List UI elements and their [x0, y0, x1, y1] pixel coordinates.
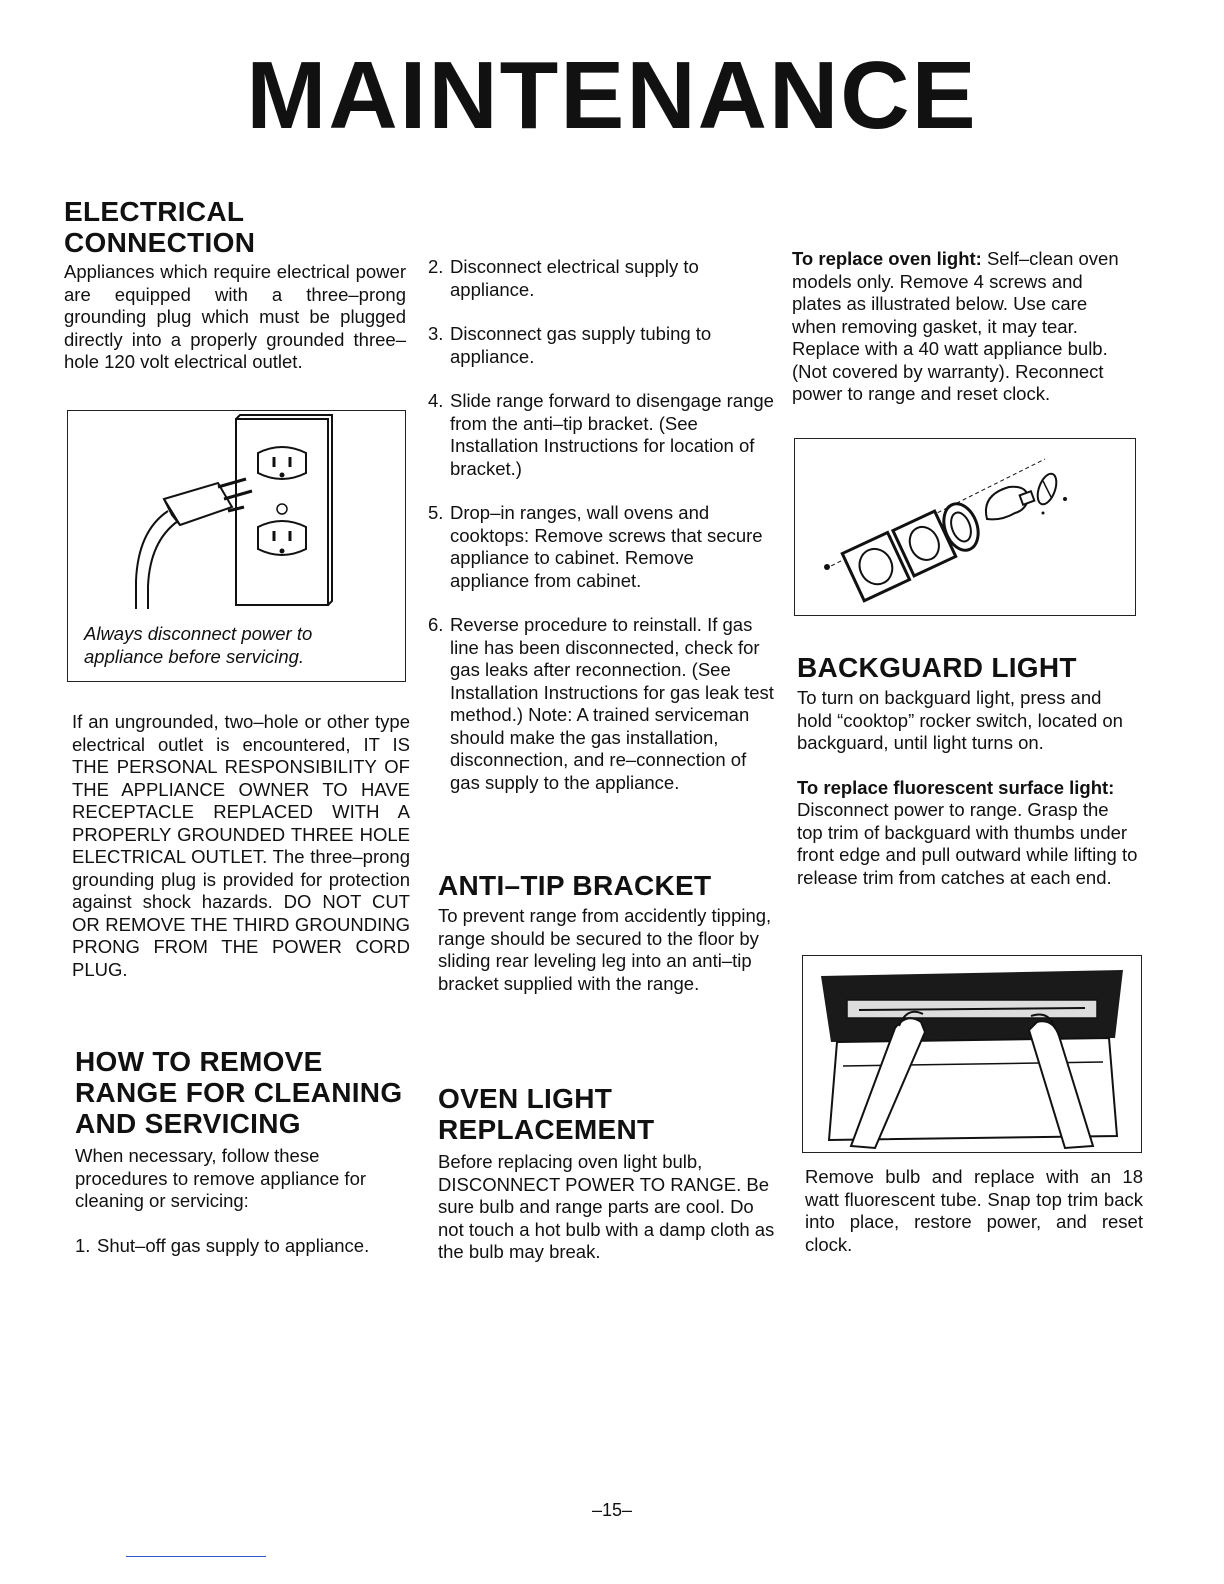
- step-text: Disconnect electrical supply to appliance.: [450, 256, 699, 300]
- page-number: –15–: [591, 1500, 633, 1520]
- fluor-paragraph: [797, 777, 1139, 890]
- remove-heading: HOW TO REMOVE RANGE FOR CLEANING AND SERVICING: [75, 1046, 403, 1139]
- ovenlight-replace-block: [792, 248, 1136, 406]
- remove-step: [428, 256, 774, 301]
- remove-steps-part2: [428, 256, 774, 794]
- remove-step: [428, 502, 774, 592]
- electrical-intro: Appliances which require electrical power are equipped with a three–prong grounding plug which must be plugged directly into a properly grounded three–hole 120 volt electrical outlet.: [64, 261, 406, 372]
- remove-step: [75, 1235, 417, 1258]
- remove-intro: When necessary, follow these procedures to remove appliance for cleaning or servicing:: [75, 1145, 367, 1211]
- remove-section: [75, 1046, 417, 1257]
- electrical-warning-block: [72, 711, 410, 981]
- step-text: Slide range forward to disengage range from the anti–tip bracket. (See Installation Instructions for location of bracket.): [450, 390, 774, 479]
- step-text: Disconnect gas supply tubing to appliance.: [450, 323, 712, 367]
- backguard-section: [797, 652, 1139, 889]
- step-text: Drop–in ranges, wall ovens and cooktops: Remove screws that secure appliance to cabinet. Remove appliance from cabinet.: [450, 502, 763, 591]
- electrical-section: [64, 196, 406, 374]
- oven-light-illustration: [795, 439, 1135, 615]
- oven-light-figure: [794, 438, 1136, 616]
- step-number: 2.: [428, 256, 444, 277]
- ovenlight-replace-paragraph: [792, 248, 1136, 406]
- ovenlight-heading: OVEN LIGHT REPLACEMENT: [438, 1083, 655, 1145]
- outlet-figure: [67, 410, 406, 682]
- step-number: 5.: [428, 502, 444, 523]
- bottom-rule: [126, 1556, 266, 1557]
- step-number: 6.: [428, 614, 444, 635]
- remove-step: [428, 390, 774, 480]
- fluor-label: To replace fluorescent surface light:: [797, 776, 1115, 798]
- ovenlight-replace-label: To replace oven light:: [792, 248, 982, 269]
- fluor-text: Disconnect power to range. Grasp the top trim of backguard with thumbs under front edge and pull outward while lifting to release trim from catches at each end.: [797, 799, 1138, 888]
- backguard-heading: BACKGUARD LIGHT: [797, 652, 1077, 683]
- antitip-text: To prevent range from accidently tipping, range should be secured to the floor by sliding rear leveling leg into an anti–tip bracket supplied with the range.: [438, 905, 772, 994]
- antitip-section: [438, 870, 778, 995]
- antitip-heading: ANTI–TIP BRACKET: [438, 870, 712, 901]
- plug-outlet-illustration: [68, 411, 405, 611]
- electrical-heading: ELECTRICAL CONNECTION: [64, 196, 256, 258]
- step-number: 3.: [428, 323, 444, 344]
- remove-step: [428, 323, 774, 368]
- backguard-after-figure: [805, 1166, 1143, 1256]
- step-number: 1.: [75, 1234, 91, 1256]
- ovenlight-section: [438, 1083, 780, 1264]
- remove-steps-continued: [428, 256, 774, 794]
- electrical-warning: If an ungrounded, two–hole or other type electrical outlet is encountered, IT IS THE PERSONAL RESPONSIBILITY OF THE APPLIANCE OWNER TO HAVE RECEPTACLE REPLACED WITH A PROPERLY GROUNDED THREE HOLE ELECTRICAL OUTLET. The three–prong grounding plug is provided for protection against shock hazards. DO NOT CUT OR REMOVE THE THIRD GROUNDING PRONG FROM THE POWER CORD PLUG.: [72, 711, 410, 980]
- step-number: 4.: [428, 390, 444, 411]
- backguard-figure: [802, 955, 1142, 1153]
- backguard-illustration: [803, 956, 1141, 1152]
- page-title: MAINTENANCE: [246, 42, 978, 149]
- outlet-figure-caption: Always disconnect power to appliance before servicing.: [84, 623, 313, 667]
- backguard-after-text: Remove bulb and replace with an 18 watt fluorescent tube. Snap top trim back into place, restore power, and reset clock.: [805, 1166, 1143, 1255]
- step-text: Reverse procedure to reinstall. If gas line has been disconnected, check for gas leaks after reconnection. (See Installation Instructions for gas leak test method.) Note: A trained serviceman should make the gas installation, disconnection, and re–connection of gas supply to the appliance.: [450, 614, 774, 793]
- ovenlight-text: Before replacing oven light bulb, DISCONNECT POWER TO RANGE. Be sure bulb and range parts are cool. Do not touch a hot bulb with a damp cloth as the bulb may break.: [438, 1151, 775, 1262]
- step-text: Shut–off gas supply to appliance.: [97, 1234, 370, 1256]
- remove-steps-part1: [75, 1235, 417, 1258]
- backguard-text: To turn on backguard light, press and hold “cooktop” rocker switch, located on backguard, until light turns on.: [797, 687, 1123, 753]
- ovenlight-replace-text: Self–clean oven models only. Remove 4 screws and plates as illustrated below. Use care when removing gasket, it may tear. Replace with a 40 watt appliance bulb. (Not covered by warranty). Reconnect power to range and reset clock.: [792, 248, 1119, 404]
- remove-step: [428, 614, 774, 794]
